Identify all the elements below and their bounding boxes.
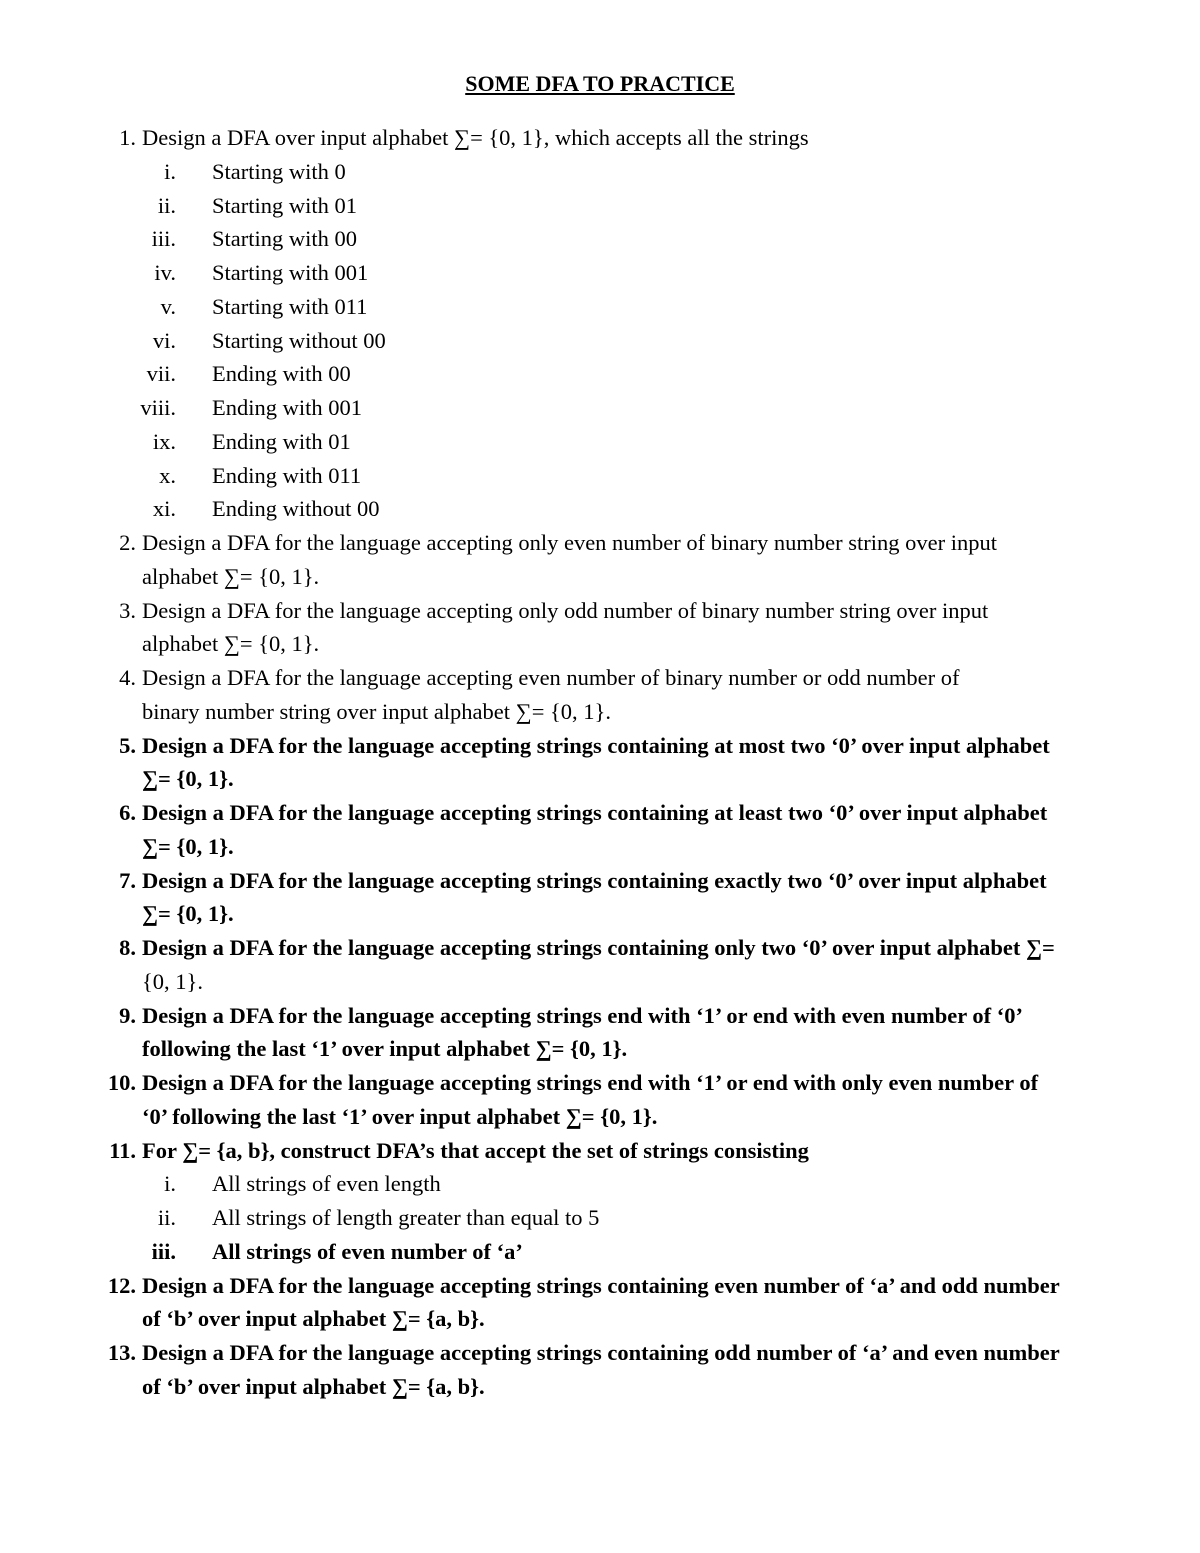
question-5 xyxy=(0,729,1200,763)
subitem-text: All strings of length greater than equal to 5 xyxy=(212,1205,600,1230)
question-10 xyxy=(0,1066,1200,1100)
subitem-number: iv. xyxy=(154,260,176,285)
subitem xyxy=(0,1235,1200,1269)
subitem xyxy=(0,155,1200,189)
question-9-continuation xyxy=(0,1032,1200,1066)
question-1 xyxy=(0,121,1200,155)
subitem-text: Starting with 00 xyxy=(212,226,357,252)
subitem xyxy=(0,324,1200,358)
question-6-continuation xyxy=(0,830,1200,864)
subitem-text: Ending with 001 xyxy=(212,395,362,420)
question-4-continuation xyxy=(0,695,1200,729)
question-number: 5. xyxy=(119,732,136,758)
question-4 xyxy=(0,661,1200,695)
question-3-continuation xyxy=(0,627,1200,661)
question-text: Design a DFA over input alphabet ∑= {0, 1}, which accepts all the strings xyxy=(142,125,809,150)
question-number: 9. xyxy=(119,1002,136,1028)
subitem xyxy=(0,425,1200,459)
subitem-text: Ending with 011 xyxy=(212,462,362,488)
subitem-number: ix. xyxy=(152,428,176,454)
subitem xyxy=(0,492,1200,526)
question-number: 4. xyxy=(119,665,136,690)
question-text: of ‘b’ over input alphabet ∑= {a, b}. xyxy=(142,1373,485,1399)
question-12 xyxy=(0,1269,1200,1303)
subitem-text: All strings of even length xyxy=(212,1171,441,1197)
subitem-text: Starting with 0 xyxy=(212,158,346,184)
subitem-number: v. xyxy=(160,293,176,319)
subitem-number: i. xyxy=(164,158,176,184)
subitem xyxy=(0,256,1200,290)
subitem xyxy=(0,290,1200,324)
subitem xyxy=(0,391,1200,425)
question-number: 11. xyxy=(109,1137,136,1163)
question-2 xyxy=(0,526,1200,560)
subitem-text: Starting with 01 xyxy=(212,192,357,218)
question-text: ‘0’ following the last ‘1’ over input alphabet ∑= {0, 1}. xyxy=(142,1103,658,1129)
question-text: Design a DFA for the language accepting strings containing at most two ‘0’ over input alphabet xyxy=(142,732,1050,758)
question-11 xyxy=(0,1134,1200,1168)
question-13 xyxy=(0,1336,1200,1370)
subitem-number: ii. xyxy=(157,1205,176,1230)
question-text: alphabet ∑= {0, 1}. xyxy=(142,563,320,589)
subitem-number: viii. xyxy=(140,395,176,420)
subitem xyxy=(0,189,1200,223)
question-5-continuation xyxy=(0,762,1200,796)
subitem-text: Starting with 001 xyxy=(212,260,369,285)
subitem-text: Ending without 00 xyxy=(212,496,380,522)
subitem-number: xi. xyxy=(152,496,176,522)
question-8-continuation xyxy=(0,965,1200,999)
question-3 xyxy=(0,594,1200,628)
question-text: Design a DFA for the language accepting strings containing even number of ‘a’ and odd number xyxy=(142,1272,1060,1298)
question-2-continuation xyxy=(0,560,1200,594)
question-text: Design a DFA for the language accepting strings containing odd number of ‘a’ and even number xyxy=(142,1340,1060,1365)
question-number: 7. xyxy=(119,867,136,893)
question-text: Design a DFA for the language accepting strings end with ‘1’ or end with even number of ‘0’ xyxy=(142,1002,1024,1028)
subitem-number: x. xyxy=(159,462,176,488)
subitem-number: iii. xyxy=(151,226,176,252)
subitem-number: vii. xyxy=(146,361,176,387)
subitem-number: ii. xyxy=(157,192,176,218)
subitem-text: Starting without 00 xyxy=(212,327,386,353)
question-text: following the last ‘1’ over input alphabet ∑= {0, 1}. xyxy=(142,1036,628,1062)
subitem xyxy=(0,222,1200,256)
question-text: Design a DFA for the language accepting strings containing exactly two ‘0’ over input alphabet xyxy=(142,867,1047,893)
subitem-text: Starting with 011 xyxy=(212,293,368,319)
question-7-continuation xyxy=(0,897,1200,931)
page-title: SOME DFA TO PRACTICE xyxy=(465,71,735,96)
subitem xyxy=(0,1201,1200,1235)
question-text: {0, 1}. xyxy=(142,968,203,994)
question-text: ∑= {0, 1}. xyxy=(142,901,234,927)
question-text: Design a DFA for the language accepting strings containing only two ‘0’ over input alphabet ∑= xyxy=(142,935,1055,960)
question-number: 1. xyxy=(119,125,136,150)
question-8 xyxy=(0,931,1200,965)
question-text: ∑= {0, 1}. xyxy=(142,766,234,792)
question-number: 12. xyxy=(107,1272,136,1298)
question-number: 8. xyxy=(119,935,136,960)
question-text: ∑= {0, 1}. xyxy=(142,833,234,859)
question-text: Design a DFA for the language accepting only even number of binary number string over input xyxy=(142,530,997,555)
question-10-continuation xyxy=(0,1100,1200,1134)
question-13-continuation xyxy=(0,1370,1200,1404)
question-number: 13. xyxy=(107,1340,136,1365)
question-text: Design a DFA for the language accepting only odd number of binary number string over input xyxy=(142,597,989,623)
subitem xyxy=(0,1167,1200,1201)
question-text: alphabet ∑= {0, 1}. xyxy=(142,631,320,657)
question-text: For ∑= {a, b}, construct DFA’s that accept the set of strings consisting xyxy=(142,1137,809,1163)
subitem-text: Ending with 00 xyxy=(212,361,351,387)
subitem-number: i. xyxy=(164,1171,176,1197)
subitem-text: All strings of even number of ‘a’ xyxy=(212,1238,523,1264)
question-9 xyxy=(0,999,1200,1033)
question-6 xyxy=(0,796,1200,830)
subitem xyxy=(0,459,1200,493)
question-number: 3. xyxy=(119,597,136,623)
subitem-text: Ending with 01 xyxy=(212,428,351,454)
question-text: binary number string over input alphabet ∑= {0, 1}. xyxy=(142,698,611,724)
question-12-continuation xyxy=(0,1302,1200,1336)
question-number: 2. xyxy=(119,530,136,555)
question-list xyxy=(0,121,1200,1404)
question-text: Design a DFA for the language accepting strings end with ‘1’ or end with only even number of xyxy=(142,1070,1039,1095)
question-number: 10. xyxy=(107,1070,136,1095)
subitem-number: vi. xyxy=(152,327,176,353)
subitem xyxy=(0,357,1200,391)
question-text: Design a DFA for the language accepting even number of binary number or odd number of xyxy=(142,665,960,690)
question-text: of ‘b’ over input alphabet ∑= {a, b}. xyxy=(142,1306,485,1332)
question-number: 6. xyxy=(119,800,136,825)
question-7 xyxy=(0,864,1200,898)
subitem-number: iii. xyxy=(151,1238,176,1264)
question-text: Design a DFA for the language accepting strings containing at least two ‘0’ over input alphabet xyxy=(142,800,1048,825)
